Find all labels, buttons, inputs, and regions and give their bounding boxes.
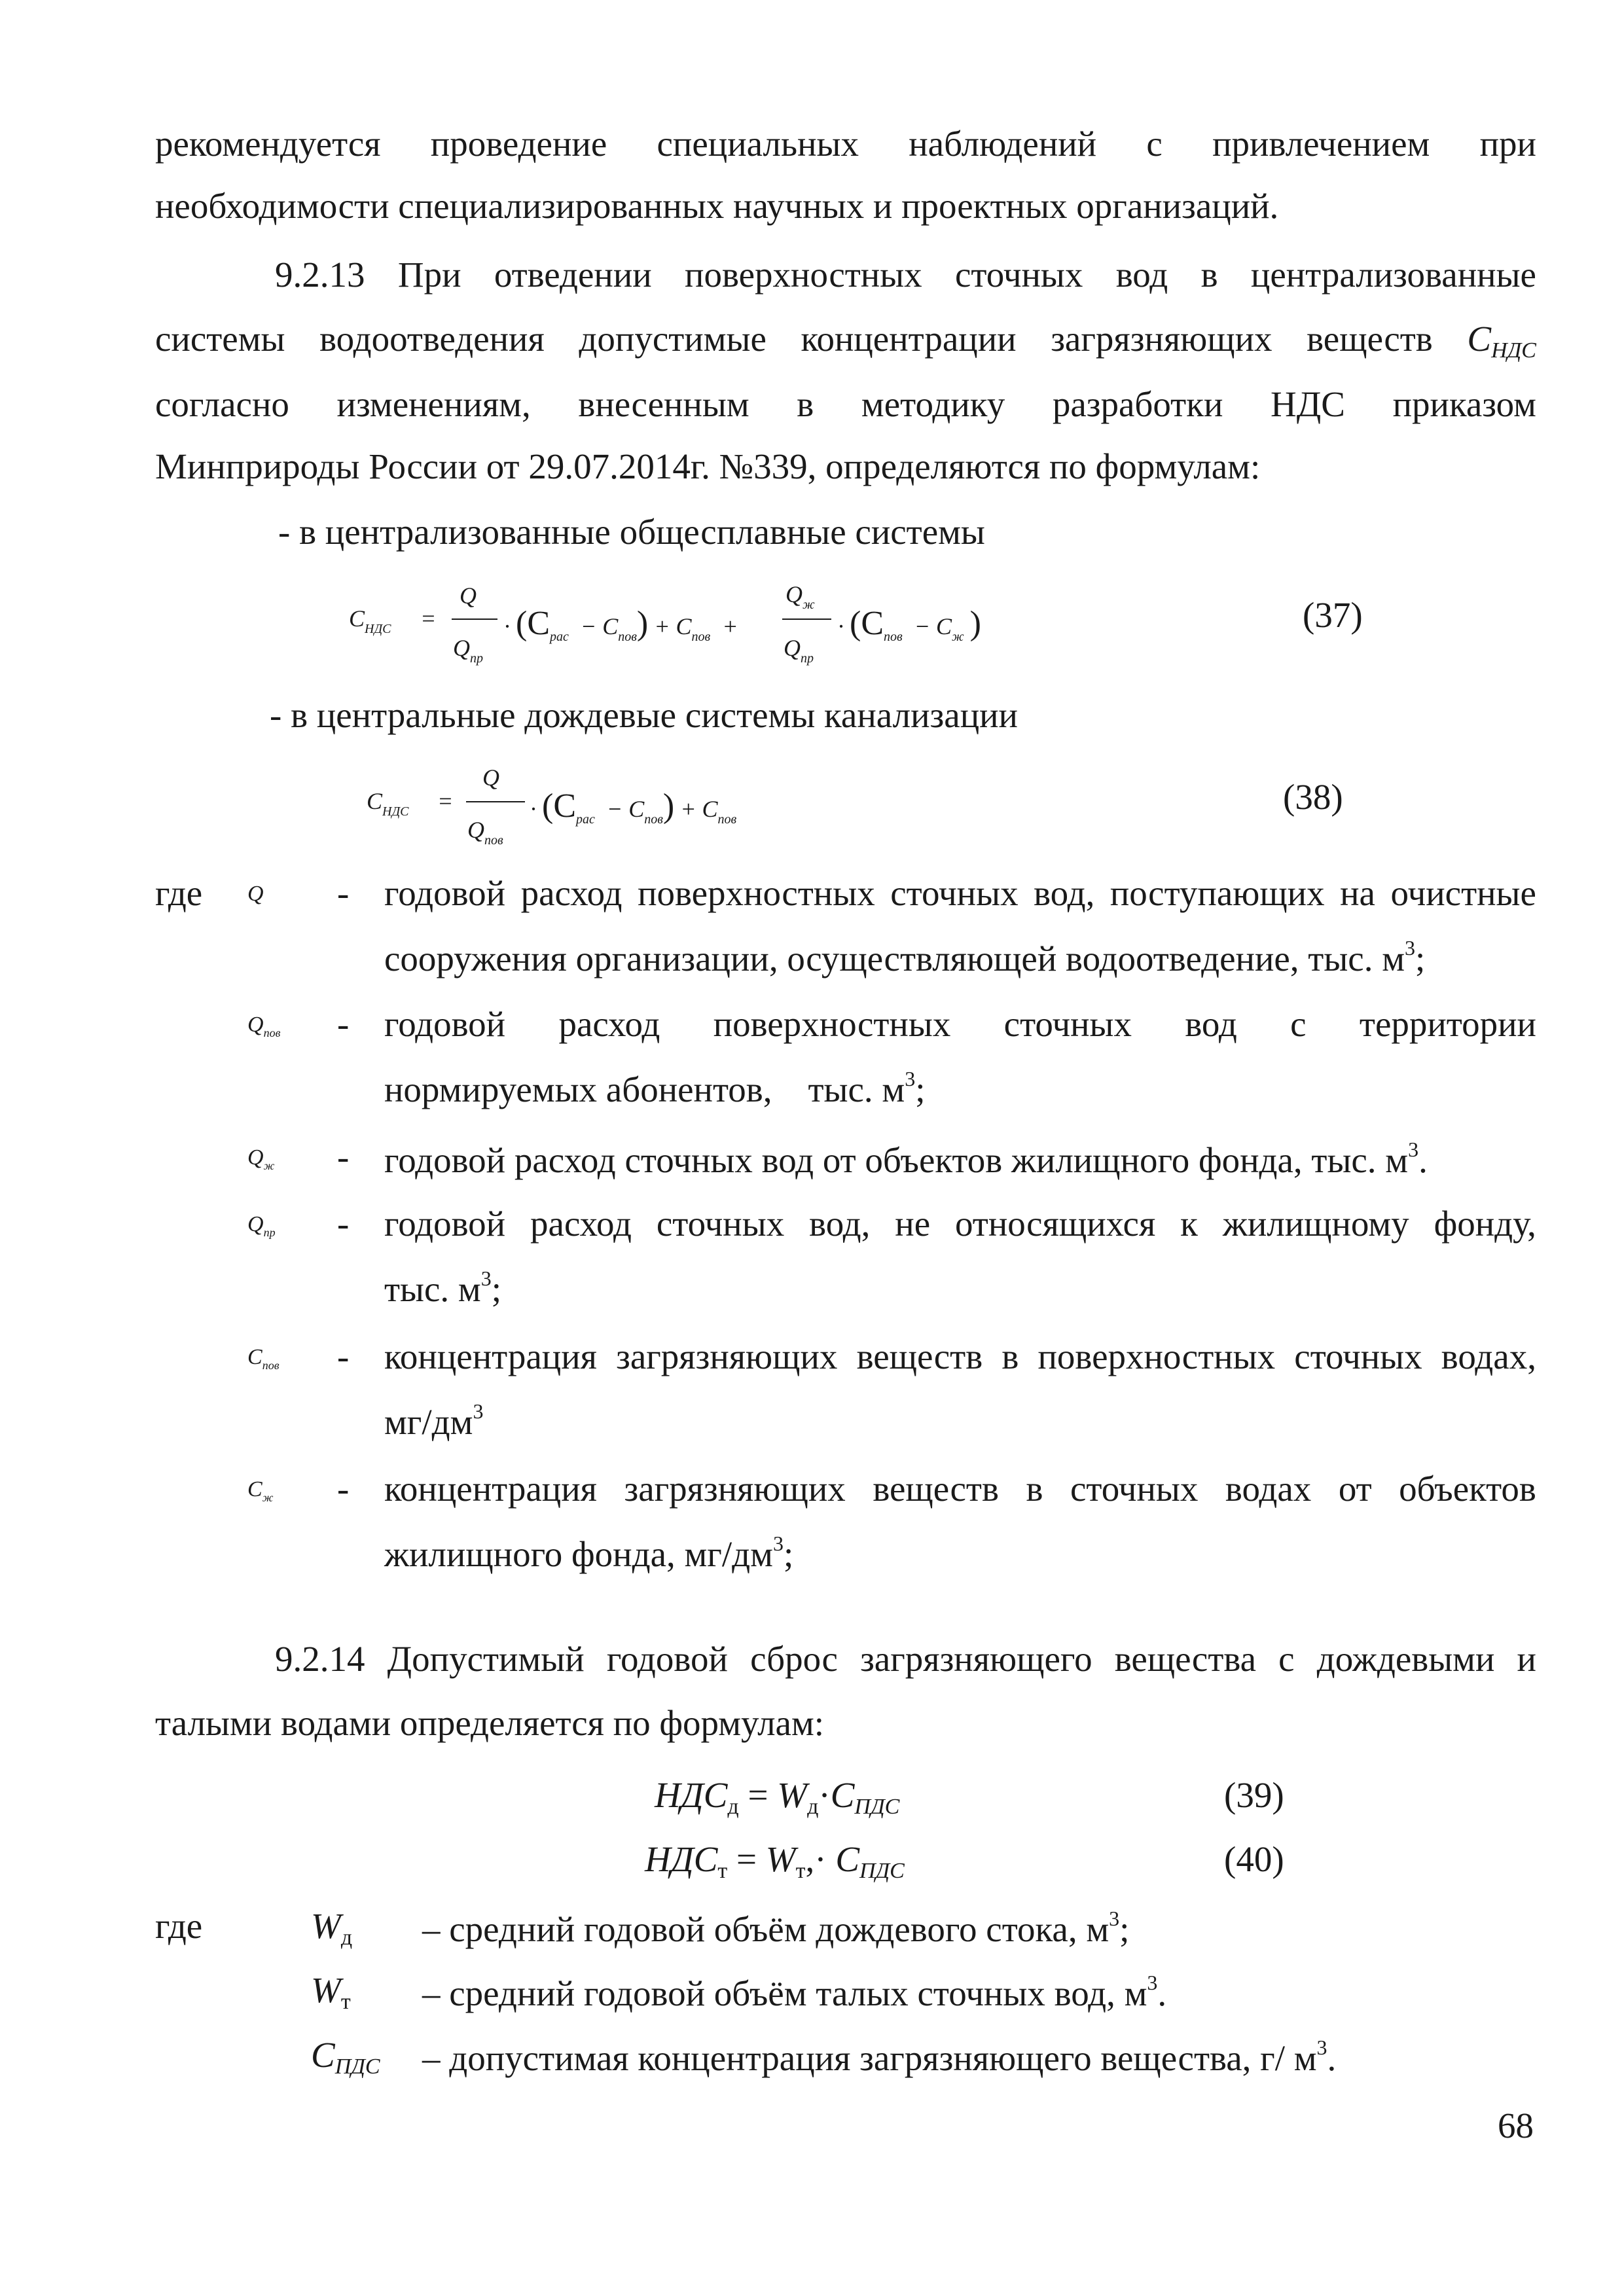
definition-line2 (384, 1068, 926, 1107)
paragraph2-line1-word: 9.2.13 (275, 255, 365, 295)
unit-exponent: 3 (1408, 1138, 1419, 1161)
definition-text: нормируемых абонентов, тыс. м (384, 1069, 905, 1109)
f38-frac-den: Q (467, 817, 484, 843)
f40-c: C (835, 1839, 859, 1879)
paragraph2-line2-word: системы (155, 319, 285, 359)
c-ndc-symbol (1467, 321, 1536, 362)
definition-word: сточных (890, 873, 1019, 913)
paragraph3-line1-word: 9.2.14 (275, 1639, 365, 1679)
definition-word: в (1026, 1469, 1043, 1509)
f40-eq: = (727, 1839, 766, 1879)
f39-b-sub: д (807, 1795, 819, 1819)
paragraph2-line3-word: в (797, 384, 814, 424)
definition-word: сточных (1294, 1336, 1422, 1376)
f37-dot1: · (504, 613, 510, 639)
paragraph2-line2-word: водоотведения (319, 319, 545, 359)
paragraph3-line1-word: загрязняющего (860, 1639, 1092, 1679)
f37-frac1-num: Q (460, 583, 477, 609)
paragraph3-line1-word: дождевыми (1316, 1639, 1495, 1679)
definition-text: – средний годовой объём дождевого стока, м (422, 1909, 1110, 1949)
f37-minus1: − (580, 613, 597, 639)
f37-frac1-den-sub: пр (470, 651, 483, 666)
definition2-text (422, 2037, 1336, 2076)
definition-line1 (384, 875, 1536, 911)
definition-tail: ; (1415, 939, 1426, 978)
paragraph1-line1-word: специальных (657, 124, 859, 164)
definition-symbol (247, 1014, 280, 1039)
paragraph2-line2-word: загрязняющих (1051, 319, 1272, 359)
f37-frac2-line (782, 619, 831, 620)
definition-line2 (384, 1268, 501, 1307)
definition-word: концентрация (384, 1336, 597, 1376)
definition-line1 (384, 1338, 1536, 1374)
f37-c-rac-sub: рас (550, 630, 569, 644)
definition-word: расход (530, 1204, 632, 1244)
f39-b: W (777, 1775, 808, 1815)
f38-frac-den-sub: пов (484, 833, 503, 848)
definition-symbol (247, 1346, 280, 1371)
definition-word: поверхностных (638, 873, 875, 913)
paragraph1-line1-word: наблюдений (909, 124, 1097, 164)
paragraph2-line3-word: методику (861, 384, 1005, 424)
f37-lhs: C (349, 605, 365, 632)
definition-word: концентрация (384, 1469, 597, 1509)
f38-c-pov-sub1: пов (644, 812, 663, 827)
f37-c-pov-sub1: пов (618, 630, 637, 644)
definition-word: территории (1359, 1004, 1536, 1044)
paragraph2-line2-word: веществ (1307, 319, 1433, 359)
symbol-letter: C (311, 2035, 335, 2075)
f38-minus: − (606, 796, 623, 822)
f37-paren-close2: ) (969, 605, 981, 642)
definition-dash: - (337, 1204, 350, 1244)
definition-symbol (247, 1479, 273, 1503)
definition-word: относящихся (955, 1204, 1156, 1244)
f37-dot2: · (838, 613, 844, 639)
formula-37-number: (37) (1303, 595, 1363, 635)
definition-line1 (384, 1206, 1536, 1242)
paragraph2-line2 (155, 321, 1536, 362)
f38-eq: = (437, 788, 454, 814)
c-symbol: C (1467, 319, 1492, 359)
unit-exponent: 3 (905, 1067, 916, 1090)
f38-frac-num: Q (482, 764, 499, 791)
formula-40-number: (40) (1224, 1839, 1284, 1879)
definition-word: годовой (384, 873, 506, 913)
f38-lhs: C (367, 788, 383, 814)
f40-a: НДС (645, 1839, 718, 1879)
definition-line1 (384, 1471, 1536, 1507)
definition-word: к (1180, 1204, 1198, 1244)
symbol-letter: C (247, 1345, 262, 1369)
definition-word: на (1340, 873, 1375, 913)
f37-lhs-sub: НДС (365, 622, 391, 636)
unit-exponent: 3 (1405, 936, 1416, 960)
definition-word: расход (520, 873, 623, 913)
f37-frac1-den: Q (453, 635, 470, 661)
f39-a-sub: д (727, 1795, 739, 1819)
f38-paren1: (C (542, 787, 576, 825)
f37-c3: C (935, 613, 952, 639)
unit-exponent: 3 (1109, 1907, 1120, 1930)
definition-text: жилищного фонда, мг/дм (384, 1534, 773, 1574)
f38-plus: + (680, 796, 696, 822)
definition-text: мг/дм (384, 1402, 473, 1442)
paragraph3-line1-word: и (1517, 1639, 1536, 1679)
page-number: 68 (1498, 2106, 1534, 2145)
f37-paren2: (C (850, 605, 884, 642)
unit-exponent: 3 (480, 1266, 492, 1290)
definition-word: веществ (856, 1336, 983, 1376)
f37-plus1: + (654, 613, 670, 639)
definition-dash: - (337, 1469, 350, 1509)
paragraph2-line1-word: поверхностных (685, 255, 922, 295)
definition-word: веществ (873, 1469, 999, 1509)
f39-eq: = (738, 1775, 778, 1815)
definition-line2 (384, 937, 1425, 977)
f37-plus2: + (722, 613, 738, 639)
f37-frac2-num: Q (785, 581, 803, 607)
formula-40 (645, 1841, 905, 1882)
definition-tail: ; (783, 1534, 794, 1574)
symbol-sub: пов (262, 1359, 280, 1372)
paragraph2-line3-word: НДС (1271, 384, 1345, 424)
symbol-sub: т (340, 1990, 351, 2014)
paragraph2-line4: Минприроды России от 29.07.2014г. №339, определяются по формулам: (155, 446, 1261, 486)
f40-b: W (765, 1839, 796, 1879)
case1-label: - в централизованные общесплавные системы (278, 512, 985, 552)
paragraph2-line3 (155, 386, 1536, 422)
definition-tail: . (1327, 2038, 1337, 2078)
f37-eq: = (420, 605, 437, 632)
symbol-letter: Q (247, 1145, 264, 1170)
definition-word: объектов (1399, 1469, 1536, 1509)
paragraph2-line3-word: разработки (1052, 384, 1223, 424)
f37-c-zh-sub: ж (952, 630, 964, 644)
definition-word: водах, (1441, 1336, 1536, 1376)
definition2-text (422, 1972, 1166, 2011)
definition2-symbol (311, 1972, 351, 2013)
paragraph1-line1-word: при (1479, 124, 1536, 164)
f39-c: C (830, 1775, 855, 1815)
paragraph1-line1 (155, 126, 1536, 162)
definition2-symbol (311, 1908, 352, 1949)
f40-dot: ,· (805, 1839, 836, 1879)
paragraph1-line2: необходимости специализированных научных и проектных организаций. (155, 186, 1279, 226)
f37-frac2-den: Q (784, 635, 801, 661)
paragraph2-line1-word: При (397, 255, 461, 295)
definition-tail: . (1418, 1140, 1428, 1180)
paragraph2-line1-word: сточных (955, 255, 1083, 295)
symbol-sub: д (340, 1926, 353, 1950)
f37-frac2-den-sub: пр (801, 651, 814, 666)
paragraph2-line3-word: изменениям, (336, 384, 531, 424)
f40-b-sub: т (795, 1859, 806, 1883)
where2-label: где (155, 1906, 203, 1946)
definition-word: вод (1185, 1004, 1237, 1044)
paragraph2-line1-word: отведении (494, 255, 652, 295)
f37-paren-close1: ) (636, 605, 649, 642)
f39-c-sub: ПДС (854, 1795, 900, 1819)
paragraph2-line1 (275, 257, 1536, 293)
definition-word: загрязняющих (624, 1469, 846, 1509)
definition-word: поступающих (1110, 873, 1325, 913)
definition-tail: ; (915, 1069, 926, 1109)
definition-dash: - (337, 1004, 350, 1044)
symbol-letter: Q (247, 882, 264, 906)
f38-c-pov-sub2: пов (717, 812, 737, 827)
f38-lhs-sub: НДС (382, 804, 409, 819)
c-symbol-sub: НДС (1491, 338, 1536, 363)
f38-c1: C (628, 796, 645, 822)
paragraph2-line3-word: приказом (1392, 384, 1536, 424)
paragraph2-line1-word: централизованные (1250, 255, 1536, 295)
definition2-symbol (311, 2037, 380, 2078)
definition-symbol (247, 1147, 274, 1172)
definition-tail: . (1157, 1973, 1167, 2013)
f37-paren1: (C (516, 605, 550, 642)
definition-word: поверхностных (713, 1004, 951, 1044)
f37-frac1-line (452, 619, 497, 620)
definition-dash: - (337, 1137, 350, 1177)
definition-symbol (247, 883, 264, 908)
definition-word: очистные (1390, 873, 1536, 913)
f38-frac-line (466, 801, 525, 802)
paragraph2-line1-word: вод (1115, 255, 1168, 295)
paragraph1-line1-word: проведение (430, 124, 607, 164)
paragraph3-line1-word: с (1278, 1639, 1295, 1679)
unit-exponent: 3 (473, 1399, 484, 1423)
paragraph1-line1-word: рекомендуется (155, 124, 381, 164)
symbol-sub: ж (263, 1159, 275, 1172)
definition-word: расход (558, 1004, 660, 1044)
definition2-text (422, 1908, 1129, 1947)
symbol-sub: ПДС (334, 2054, 380, 2079)
symbol-letter: Q (247, 1013, 264, 1037)
f40-c-sub: ПДС (859, 1859, 905, 1883)
symbol-letter: W (311, 1970, 341, 2010)
paragraph2-line3-word: согласно (155, 384, 289, 424)
definition-word: фонду, (1434, 1204, 1536, 1244)
where-label: где (155, 873, 203, 913)
unit-exponent: 3 (772, 1532, 784, 1555)
definition-dash: - (337, 1336, 350, 1376)
formula-38-number: (38) (1283, 777, 1343, 817)
definition-word: водах (1225, 1469, 1312, 1509)
f38-c2: C (702, 796, 718, 822)
definition-word: жилищному (1222, 1204, 1409, 1244)
paragraph3-line1-word: вещества (1114, 1639, 1257, 1679)
symbol-sub: пов (263, 1026, 281, 1039)
case2-label: - в центральные дождевые системы канализации (270, 695, 1018, 735)
paragraph2-line3-word: внесенным (578, 384, 749, 424)
definition-word: сточных (1070, 1469, 1199, 1509)
formula-39-number: (39) (1224, 1775, 1284, 1815)
definition-line2 (384, 1533, 793, 1572)
definition-word: сточных (656, 1204, 785, 1244)
f37-minus2: − (914, 613, 930, 639)
f37-c-pov-sub2: пов (691, 630, 711, 644)
formula-39 (655, 1777, 899, 1818)
paragraph3-line2: талыми водами определяется по формулам: (155, 1703, 825, 1743)
paragraph1-line1-word: привлечением (1212, 124, 1430, 164)
f39-dot: · (818, 1775, 831, 1815)
paragraph3-line1-word: годовой (606, 1639, 728, 1679)
paragraph2-line2-word: допустимые (579, 319, 767, 359)
f37-c-pov-sub3: пов (884, 630, 903, 644)
f38-c-rac-sub: рас (576, 812, 595, 827)
f37-frac2-num-sub: ж (803, 598, 815, 612)
f37-c2: C (676, 613, 692, 639)
definition-word: с (1290, 1004, 1307, 1044)
definition-tail: ; (491, 1269, 501, 1309)
unit-exponent: 3 (1316, 2036, 1327, 2059)
definition-word: поверхностных (1038, 1336, 1276, 1376)
symbol-letter: Q (247, 1212, 264, 1236)
definition-text: – допустимая концентрация загрязняющего вещества, г/ м (422, 2038, 1317, 2078)
definition-word: не (895, 1204, 931, 1244)
paragraph1-line1-word: с (1146, 124, 1163, 164)
definition-word: загрязняющих (616, 1336, 838, 1376)
paragraph3-line1 (275, 1641, 1536, 1677)
definition-tail: ; (1119, 1909, 1130, 1949)
symbol-letter: C (247, 1477, 262, 1501)
definition-word: в (1001, 1336, 1019, 1376)
definition-word: сточных (1003, 1004, 1132, 1044)
definition-line1 (384, 1139, 1428, 1178)
definition-word: годовой (384, 1004, 506, 1044)
f38-paren-close: ) (662, 787, 675, 825)
definition-line2 (384, 1401, 483, 1440)
f37-c1: C (602, 613, 619, 639)
symbol-letter: W (311, 1906, 341, 1946)
f40-a-sub: т (717, 1859, 728, 1883)
f39-a: НДС (655, 1775, 728, 1815)
symbol-sub: пр (263, 1226, 276, 1239)
symbol-sub: ж (262, 1491, 274, 1504)
paragraph3-line1-word: сброс (750, 1639, 838, 1679)
definition-text: сооружения организации, осуществляющей водоотведение, тыс. м (384, 939, 1405, 978)
definition-line1 (384, 1006, 1536, 1042)
definition-word: годовой (384, 1204, 506, 1244)
paragraph3-line1-word: Допустимый (387, 1639, 585, 1679)
paragraph2-line2-word: концентрации (801, 319, 1017, 359)
definition-symbol (247, 1213, 276, 1238)
definition-dash: - (337, 873, 350, 913)
definition-word: вод, (1034, 873, 1095, 913)
definition-text: тыс. м (384, 1269, 481, 1309)
f38-dot: · (530, 796, 536, 822)
definition-word: вод, (809, 1204, 871, 1244)
unit-exponent: 3 (1147, 1971, 1158, 1994)
paragraph2-line1-word: в (1200, 255, 1218, 295)
definition-text: – средний годовой объём талых сточных вод, м (422, 1973, 1147, 2013)
definition-text: годовой расход сточных вод от объектов жилищного фонда, тыс. м (384, 1140, 1409, 1180)
definition-word: от (1338, 1469, 1372, 1509)
